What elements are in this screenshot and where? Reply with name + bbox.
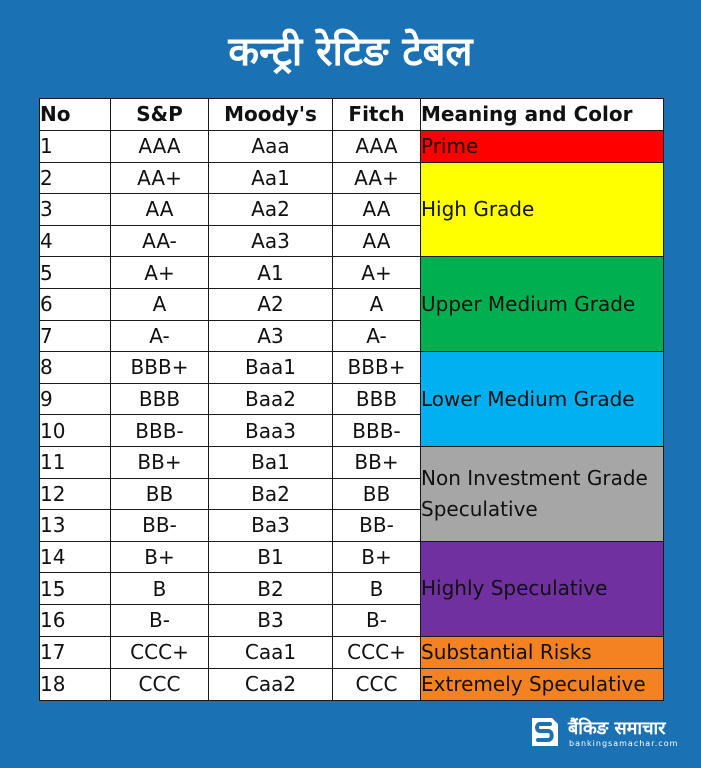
meaning-prime: Prime bbox=[421, 130, 664, 162]
cell-no: 15 bbox=[40, 573, 111, 605]
cell-sp: A+ bbox=[111, 257, 209, 289]
meaning-non-investment-grade: Non Investment Grade Speculative bbox=[421, 446, 664, 541]
cell-no: 1 bbox=[40, 130, 111, 162]
cell-moodys: Baa1 bbox=[209, 352, 333, 384]
header-no: No bbox=[40, 99, 111, 131]
cell-moodys: Aa3 bbox=[209, 225, 333, 257]
cell-no: 16 bbox=[40, 604, 111, 636]
cell-sp: BBB+ bbox=[111, 352, 209, 384]
cell-moodys: Baa2 bbox=[209, 383, 333, 415]
table-row bbox=[40, 130, 664, 162]
cell-moodys: A2 bbox=[209, 288, 333, 320]
cell-moodys: B1 bbox=[209, 541, 333, 573]
cell-fitch: A- bbox=[333, 320, 421, 352]
cell-sp: BB- bbox=[111, 510, 209, 542]
cell-no: 4 bbox=[40, 225, 111, 257]
cell-sp: BBB bbox=[111, 383, 209, 415]
table-row bbox=[40, 162, 664, 194]
cell-no: 11 bbox=[40, 446, 111, 478]
cell-sp: CCC+ bbox=[111, 636, 209, 668]
cell-sp: B- bbox=[111, 604, 209, 636]
table-row bbox=[40, 446, 664, 478]
cell-fitch: BB+ bbox=[333, 446, 421, 478]
cell-moodys: Aa2 bbox=[209, 194, 333, 226]
cell-fitch: AA bbox=[333, 225, 421, 257]
cell-sp: BBB- bbox=[111, 415, 209, 447]
cell-no: 14 bbox=[40, 541, 111, 573]
cell-moodys: A1 bbox=[209, 257, 333, 289]
table-row bbox=[40, 636, 664, 668]
cell-no: 13 bbox=[40, 510, 111, 542]
cell-fitch: BB- bbox=[333, 510, 421, 542]
cell-sp: CCC bbox=[111, 668, 209, 700]
header-sp: S&P bbox=[111, 99, 209, 131]
cell-moodys: B3 bbox=[209, 604, 333, 636]
cell-sp: AAA bbox=[111, 130, 209, 162]
cell-sp: B bbox=[111, 573, 209, 605]
cell-no: 3 bbox=[40, 194, 111, 226]
cell-sp: AA bbox=[111, 194, 209, 226]
brand-url: bankingsamachar.com bbox=[569, 739, 679, 748]
table-row bbox=[40, 668, 664, 700]
cell-no: 7 bbox=[40, 320, 111, 352]
cell-fitch: AA+ bbox=[333, 162, 421, 194]
cell-moodys: Ba1 bbox=[209, 446, 333, 478]
cell-moodys: Aa1 bbox=[209, 162, 333, 194]
cell-no: 10 bbox=[40, 415, 111, 447]
cell-sp: BB+ bbox=[111, 446, 209, 478]
cell-fitch: CCC bbox=[333, 668, 421, 700]
cell-moodys: B2 bbox=[209, 573, 333, 605]
cell-sp: A- bbox=[111, 320, 209, 352]
cell-sp: A bbox=[111, 288, 209, 320]
cell-sp: B+ bbox=[111, 541, 209, 573]
cell-fitch: B bbox=[333, 573, 421, 605]
cell-moodys: Ba2 bbox=[209, 478, 333, 510]
header-moodys: Moody's bbox=[209, 99, 333, 131]
rating-table bbox=[39, 98, 664, 701]
cell-no: 8 bbox=[40, 352, 111, 384]
meaning-upper-medium-grade: Upper Medium Grade bbox=[421, 257, 664, 352]
table-row bbox=[40, 257, 664, 289]
cell-moodys: Caa1 bbox=[209, 636, 333, 668]
cell-fitch: BB bbox=[333, 478, 421, 510]
cell-fitch: BBB- bbox=[333, 415, 421, 447]
brand-block bbox=[530, 714, 690, 754]
cell-no: 17 bbox=[40, 636, 111, 668]
cell-no: 6 bbox=[40, 288, 111, 320]
cell-fitch: AA bbox=[333, 194, 421, 226]
header-fitch: Fitch bbox=[333, 99, 421, 131]
cell-fitch: B- bbox=[333, 604, 421, 636]
cell-no: 5 bbox=[40, 257, 111, 289]
meaning-highly-speculative: Highly Speculative bbox=[421, 541, 664, 636]
cell-fitch: AAA bbox=[333, 130, 421, 162]
cell-no: 18 bbox=[40, 668, 111, 700]
cell-no: 2 bbox=[40, 162, 111, 194]
cell-moodys: A3 bbox=[209, 320, 333, 352]
cell-moodys: Baa3 bbox=[209, 415, 333, 447]
brand-name: बैंकिङ समाचार bbox=[568, 718, 666, 739]
table-row bbox=[40, 541, 664, 573]
meaning-substantial-risks: Substantial Risks bbox=[421, 636, 664, 668]
cell-moodys: Aaa bbox=[209, 130, 333, 162]
cell-moodys: Caa2 bbox=[209, 668, 333, 700]
cell-sp: BB bbox=[111, 478, 209, 510]
meaning-high-grade: High Grade bbox=[421, 162, 664, 257]
cell-no: 9 bbox=[40, 383, 111, 415]
cell-sp: AA- bbox=[111, 225, 209, 257]
cell-fitch: CCC+ bbox=[333, 636, 421, 668]
cell-moodys: Ba3 bbox=[209, 510, 333, 542]
header-meaning: Meaning and Color bbox=[421, 99, 664, 131]
banking-samachar-logo-icon bbox=[530, 716, 560, 748]
cell-fitch: A+ bbox=[333, 257, 421, 289]
table-row bbox=[40, 352, 664, 384]
table-header-row bbox=[40, 99, 664, 131]
cell-fitch: B+ bbox=[333, 541, 421, 573]
cell-fitch: BBB+ bbox=[333, 352, 421, 384]
cell-fitch: BBB bbox=[333, 383, 421, 415]
meaning-lower-medium-grade: Lower Medium Grade bbox=[421, 352, 664, 447]
page-title: कन्ट्री रेटिङ टेबल bbox=[228, 29, 473, 75]
meaning-extremely-speculative: Extremely Speculative bbox=[421, 668, 664, 700]
cell-fitch: A bbox=[333, 288, 421, 320]
cell-sp: AA+ bbox=[111, 162, 209, 194]
cell-no: 12 bbox=[40, 478, 111, 510]
